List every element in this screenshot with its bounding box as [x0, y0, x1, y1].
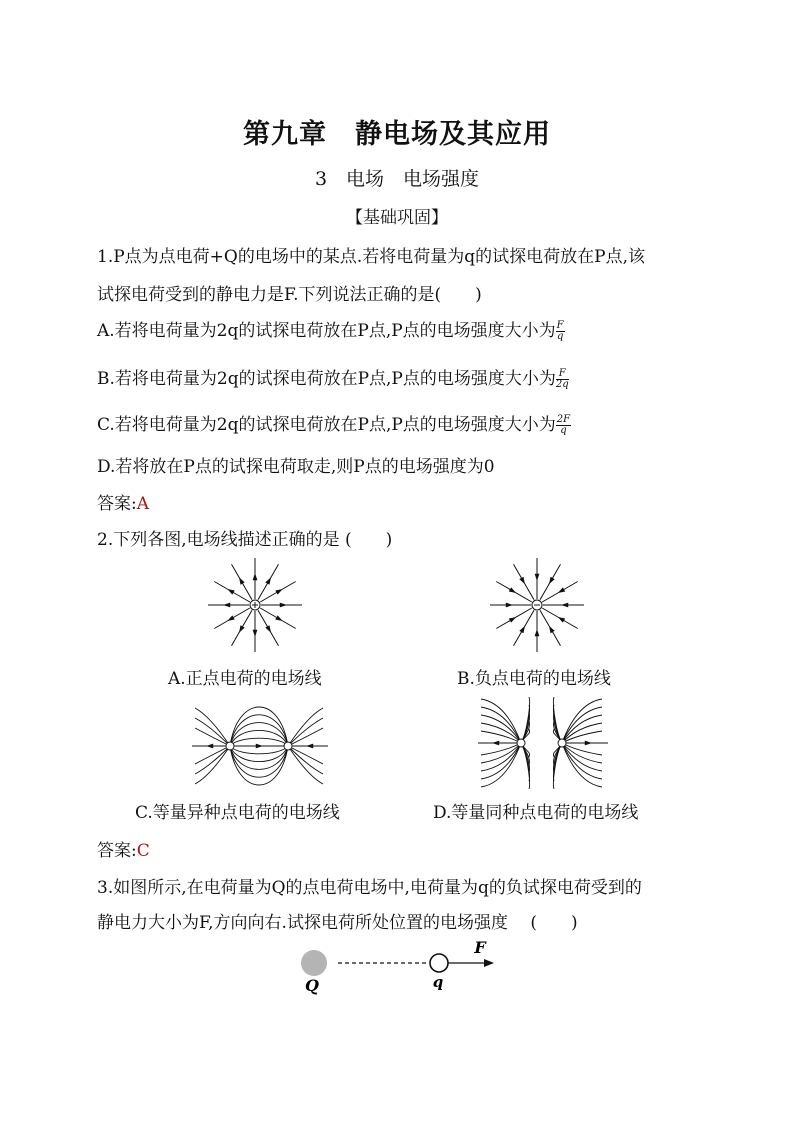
q1-option-c-text: C.若将电荷量为2q的试探电荷放在P点,P点的电场强度大小为 — [97, 415, 556, 435]
q1-option-a — [97, 316, 565, 342]
field-arrow — [549, 577, 555, 584]
field-arrow — [206, 744, 213, 749]
field-line — [230, 746, 288, 785]
field-arrow — [492, 741, 499, 746]
fraction-denominator: q — [556, 331, 564, 342]
section-label: 【基础巩固】 — [346, 208, 448, 228]
answer-value: C — [136, 841, 150, 861]
q1-option-c-fraction — [556, 415, 571, 436]
positive-charge — [226, 742, 234, 750]
q2-answer — [97, 836, 150, 861]
q1-answer — [97, 489, 149, 514]
field-arrow — [506, 603, 513, 608]
q2-caption-d: D.等量同种点电荷的电场线 — [433, 803, 639, 823]
field-arrow — [253, 573, 258, 580]
field-line — [288, 746, 323, 764]
field-arrow — [519, 577, 525, 584]
answer-value: A — [136, 494, 150, 514]
fraction-numerator: F — [556, 320, 564, 331]
q2-caption-a: A.正点电荷的电场线 — [168, 669, 322, 689]
field-arrow — [223, 603, 230, 608]
answer-label: 答案: — [97, 494, 137, 514]
field-arrow — [275, 589, 282, 595]
figure-like-charges-field — [476, 697, 610, 789]
field-line — [195, 718, 230, 746]
field-arrow — [227, 615, 234, 621]
q2-stem: 2.下列各图,电场线描述正确的是 ( ) — [97, 530, 393, 550]
field-line — [195, 746, 230, 774]
field-arrow — [256, 744, 263, 749]
field-line — [195, 728, 230, 746]
field-arrow — [509, 617, 516, 623]
field-line — [288, 718, 323, 746]
answer-label: 答案: — [97, 841, 137, 861]
page-title: 第九章 静电场及其应用 — [243, 119, 551, 150]
field-arrow — [558, 617, 565, 623]
field-arrow — [535, 629, 540, 636]
q1-option-b — [97, 364, 569, 390]
label-Q: Q — [305, 976, 319, 995]
figure-positive-charge-field — [205, 555, 305, 655]
q3-stem-line1: 3.如图所示,在电荷量为Q的点电荷电场中,电荷量为q的负试探电荷受到的 — [97, 878, 642, 898]
q1-option-a-fraction — [556, 321, 565, 342]
fraction-numerator: 2F — [556, 414, 571, 425]
field-arrow — [558, 587, 565, 593]
field-arrow — [306, 744, 313, 749]
field-line — [288, 746, 323, 774]
point-charge — [558, 739, 566, 747]
label-q: q — [432, 973, 444, 991]
test-charge-q — [430, 954, 448, 972]
field-arrow — [239, 577, 245, 584]
q1-stem-line1: 1.P点为点电荷+Q的电场中的某点.若将电荷量为q的试探电荷放在P点,该 — [97, 247, 645, 267]
fraction-denominator: 2q — [555, 379, 569, 390]
field-arrow — [585, 741, 592, 746]
field-line — [195, 746, 230, 764]
figure-negative-charge-field — [487, 555, 587, 655]
q1-option-a-text: A.若将电荷量为2q的试探电荷放在P点,P点的电场强度大小为 — [97, 321, 556, 341]
field-arrow — [239, 625, 245, 632]
figure-opposite-charges-field — [190, 703, 330, 789]
negative-charge — [284, 742, 292, 750]
field-arrow — [265, 577, 271, 584]
q1-option-b-text: B.若将电荷量为2q的试探电荷放在P点,P点的电场强度大小为 — [97, 369, 556, 389]
field-arrow — [227, 589, 234, 595]
field-arrow — [275, 615, 282, 621]
figure-q3-charges — [290, 935, 510, 1000]
q1-option-d: D.若将放在P点的试探电荷取走,则P点的电场强度为0 — [97, 457, 495, 477]
field-arrow — [561, 603, 568, 608]
field-arrow — [519, 626, 525, 633]
field-line — [562, 699, 602, 743]
fraction-denominator: q — [560, 425, 567, 436]
label-F: F — [474, 938, 486, 957]
q2-caption-b: B.负点电荷的电场线 — [457, 669, 611, 689]
field-arrow — [265, 625, 271, 632]
field-line — [481, 743, 521, 787]
force-arrowhead — [484, 959, 494, 967]
field-arrow — [535, 574, 540, 581]
q2-caption-c: C.等量异种点电荷的电场线 — [135, 803, 340, 823]
source-charge-Q — [301, 950, 327, 976]
field-line — [481, 699, 521, 743]
field-arrow — [253, 630, 258, 637]
q1-option-b-fraction — [556, 369, 569, 390]
fraction-numerator: F — [556, 369, 569, 380]
point-charge — [517, 739, 525, 747]
field-arrow — [280, 603, 287, 608]
field-line — [230, 707, 288, 746]
q3-stem-line2: 静电力大小为F,方向向右.试探电荷所处位置的电场强度 ( ) — [97, 913, 578, 933]
field-arrow — [509, 587, 516, 593]
q1-stem-line2: 试探电荷受到的静电力是F.下列说法正确的是( ) — [97, 285, 482, 305]
section-subtitle: 3 电场 电场强度 — [314, 168, 480, 190]
field-line — [562, 743, 602, 787]
field-line — [288, 728, 323, 746]
field-arrow — [549, 626, 555, 633]
q1-option-c — [97, 410, 571, 436]
